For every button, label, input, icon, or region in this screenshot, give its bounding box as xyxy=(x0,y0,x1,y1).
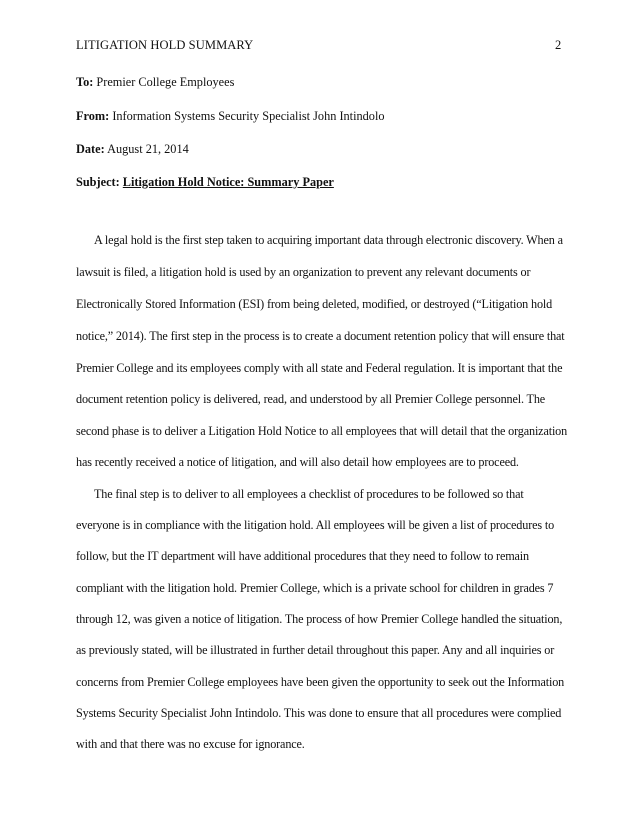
body-line: through 12, was given a notice of litigation. The process of how Premier College handled the situation, xyxy=(76,612,563,626)
memo-date-value: August 21, 2014 xyxy=(107,142,189,156)
body-line: Premier College and its employees comply with all state and Federal regulation. It is important that the xyxy=(76,361,563,375)
memo-subject-line xyxy=(76,175,334,190)
body-line: A legal hold is the first step taken to acquiring important data through electronic discovery. When a xyxy=(94,233,563,247)
memo-date-label: Date: xyxy=(76,142,105,156)
body-line: concerns from Premier College employees have been given the opportunity to seek out the Information xyxy=(76,675,565,689)
memo-from-line xyxy=(76,109,385,124)
memo-from-value: Information Systems Security Specialist John Intindolo xyxy=(112,109,385,123)
body-line: has recently received a notice of litigation, and will also detail how employees are to proceed. xyxy=(76,455,519,469)
memo-to-label: To: xyxy=(76,75,94,89)
body-line: as previously stated, will be illustrated in further detail throughout this paper. Any and all inquiries or xyxy=(76,643,555,657)
body-line: Electronically Stored Information (ESI) from being deleted, modified, or destroyed (“Litigation hold xyxy=(76,297,553,311)
body-line: follow, but the IT department will have additional procedures that they need to follow to remain xyxy=(76,549,529,563)
body-line: second phase is to deliver a Litigation Hold Notice to all employees that will detail that the organization xyxy=(76,424,568,438)
memo-from-label: From: xyxy=(76,109,110,123)
body-line: compliant with the litigation hold. Premier College, which is a private school for children in grades 7 xyxy=(76,581,554,595)
body-line: The final step is to deliver to all employees a checklist of procedures to be followed so that xyxy=(94,487,524,501)
body-line: everyone is in compliance with the litigation hold. All employees will be given a list of procedures to xyxy=(76,518,555,532)
memo-date-line xyxy=(76,142,189,157)
body-line: document retention policy is delivered, read, and understood by all Premier College personnel. The xyxy=(76,392,546,406)
memo-to-value: Premier College Employees xyxy=(96,75,235,89)
memo-to-line xyxy=(76,75,234,90)
page-number: 2 xyxy=(555,38,562,52)
memo-subject-value: Litigation Hold Notice: Summary Paper xyxy=(122,175,334,189)
body-line: notice,” 2014). The first step in the process is to create a document retention policy that will ensure that xyxy=(76,329,565,343)
running-head: LITIGATION HOLD SUMMARY xyxy=(76,38,254,52)
body-line: with and that there was no excuse for ignorance. xyxy=(76,737,305,751)
body-line: lawsuit is filed, a litigation hold is used by an organization to prevent any relevant documents or xyxy=(76,265,531,279)
body-line: Systems Security Specialist John Intindolo. This was done to ensure that all procedures were complied xyxy=(76,706,562,720)
memo-subject-label: Subject: xyxy=(76,175,120,189)
